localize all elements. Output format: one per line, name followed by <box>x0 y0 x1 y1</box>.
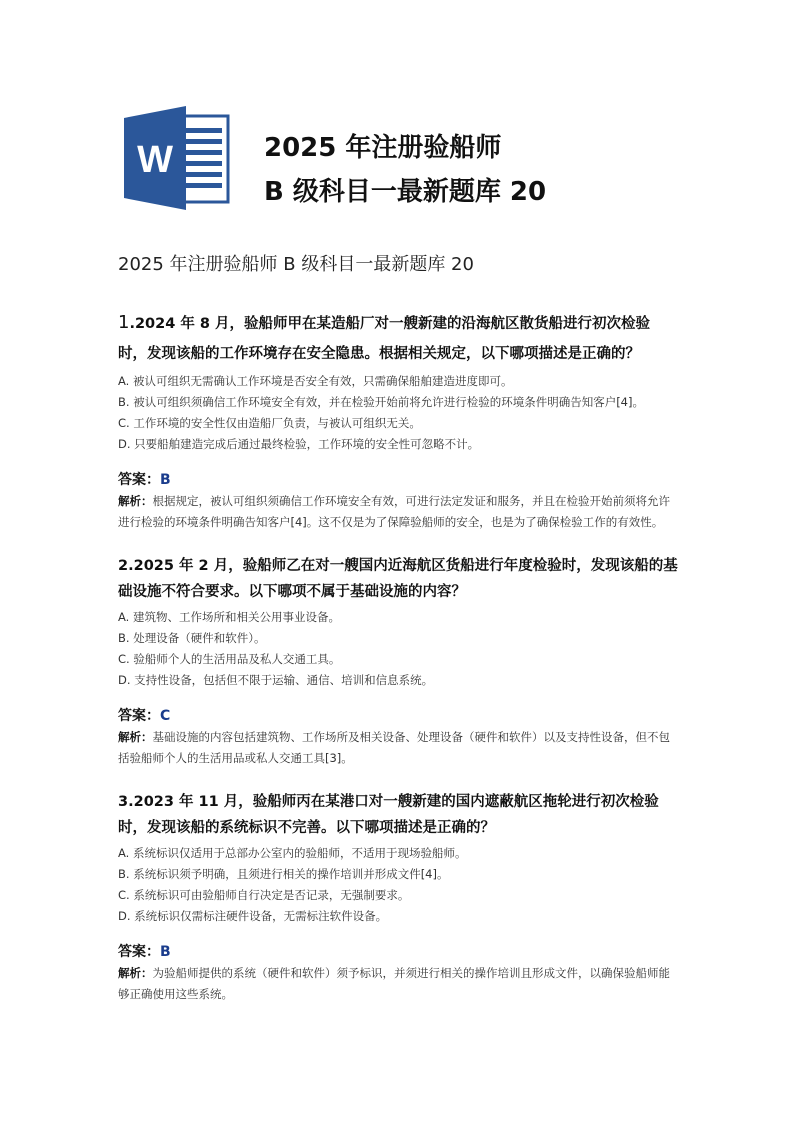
question-title: 1.2024 年 8 月，验船师甲在某造船厂对一艘新建的沿海航区散货船进行初次检验时，发现该船的工作环境存在安全隐患。根据相关规定，以下哪项描述是正确的？ <box>118 312 651 362</box>
question-title: 3.2023 年 11 月，验船师丙在某港口对一艘新建的国内遮蔽航区拖轮进行初次检验时，发现该船的系统标识不完善。以下哪项描述是正确的？ <box>118 794 659 836</box>
option-b: B. 系统标识须予明确，且须进行相关的操作培训并形成文件[4]。 <box>118 867 449 881</box>
question-number: 2 <box>118 558 129 574</box>
document-subtitle: 2025 年注册验船师 B 级科目一最新题库 20 <box>118 254 474 275</box>
option-b: B. 处理设备（硬件和软件）。 <box>118 631 266 645</box>
answer-value: B <box>160 944 171 960</box>
word-document-icon <box>124 106 232 210</box>
question-block-3 <box>118 789 678 1005</box>
title-line-2: B 级科目一最新题库 20 <box>264 177 547 207</box>
answer: 答案：B <box>118 472 171 488</box>
option-c: C. 验船师个人的生活用品及私人交通工具。 <box>118 652 341 666</box>
analysis: 解析：基础设施的内容包括建筑物、工作场所及相关设备、处理设备（硬件和软件）以及支持性设备，但不包括验船师个人的生活用品或私人交通工具[3]。 <box>118 730 670 765</box>
option-b: B. 被认可组织须确信工作环境安全有效，并在检验开始前将允许进行检验的环境条件明确告知客户[4]。 <box>118 395 644 409</box>
answer-value: C <box>160 708 171 724</box>
question-number: 1 <box>118 312 130 333</box>
question-list <box>118 308 678 1025</box>
answer: 答案：C <box>118 708 171 724</box>
analysis: 解析：根据规定，被认可组织须确信工作环境安全有效，可进行法定发证和服务，并且在检验开始前须将允许进行检验的环境条件明确告知客户[4]。这不仅是为了保障验船师的安全，也是为了确保检验工作的有效性。 <box>118 494 670 529</box>
answer-value: B <box>160 472 171 488</box>
answer: 答案：B <box>118 944 171 960</box>
option-a: A. 被认可组织无需确认工作环境是否安全有效，只需确保船舶建造进度即可。 <box>118 374 513 388</box>
question-block-2 <box>118 553 678 769</box>
option-d: D. 只要船舶建造完成后通过最终检验，工作环境的安全性可忽略不计。 <box>118 437 480 451</box>
option-d: D. 系统标识仅需标注硬件设备，无需标注软件设备。 <box>118 909 388 923</box>
document-title <box>264 126 546 214</box>
question-block-1 <box>118 308 678 533</box>
svg-text:W: W <box>137 139 173 181</box>
option-c: C. 工作环境的安全性仅由造船厂负责，与被认可组织无关。 <box>118 416 421 430</box>
option-c: C. 系统标识可由验船师自行决定是否记录，无强制要求。 <box>118 888 410 902</box>
option-a: A. 系统标识仅适用于总部办公室内的验船师，不适用于现场验船师。 <box>118 846 467 860</box>
question-number: 3 <box>118 794 129 810</box>
title-line-1: 2025 年注册验船师 <box>264 133 502 163</box>
question-title: 2.2025 年 2 月，验船师乙在对一艘国内近海航区货船进行年度检验时，发现该船的基础设施不符合要求。以下哪项不属于基础设施的内容？ <box>118 558 678 600</box>
option-a: A. 建筑物、工作场所和相关公用事业设备。 <box>118 610 340 624</box>
option-d: D. 支持性设备，包括但不限于运输、通信、培训和信息系统。 <box>118 673 434 687</box>
analysis: 解析：为验船师提供的系统（硬件和软件）须予标识，并须进行相关的操作培训且形成文件，以确保验船师能够正确使用这些系统。 <box>118 966 670 1001</box>
document-header <box>124 106 584 210</box>
